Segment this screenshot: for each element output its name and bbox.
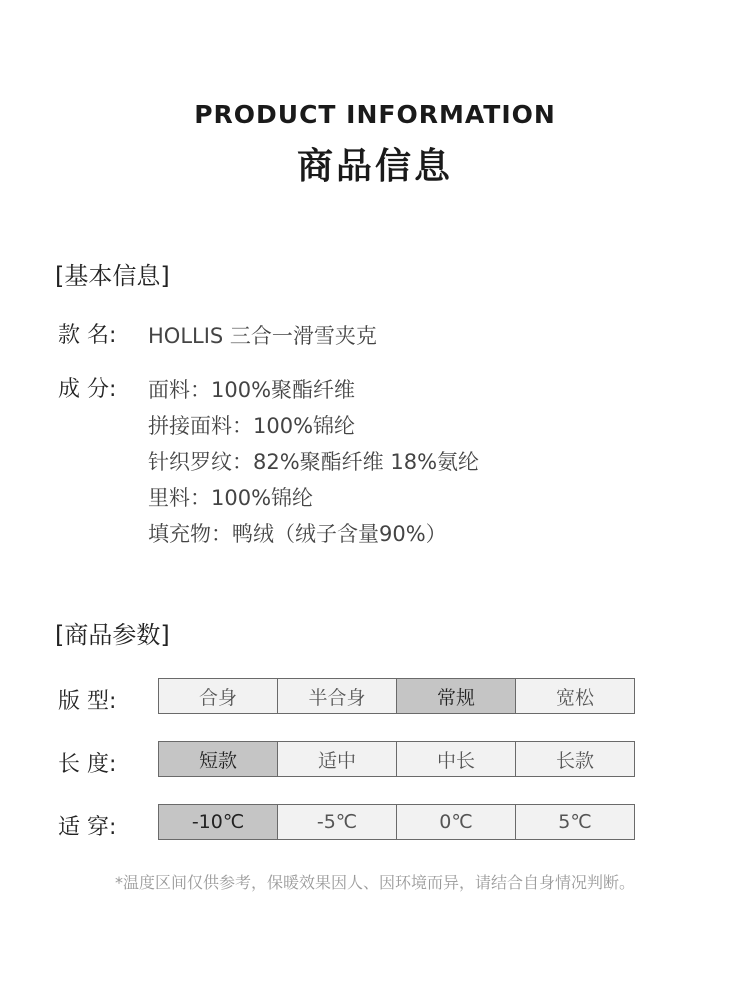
temperature-footnote: *温度区间仅供参考，保暖效果因人、因环境而异，请结合自身情况判断。 (114, 873, 635, 892)
header-title-en: PRODUCT INFORMATION (194, 100, 556, 129)
composition-line: 里料：100%锦纶 (148, 486, 314, 510)
product-name-label: 款 名: (58, 323, 117, 348)
composition-line: 拼接面料：100%锦纶 (148, 414, 356, 438)
temperature-options (158, 804, 635, 842)
composition-label: 成 分: (58, 377, 117, 402)
fit-option: 合身 (158, 678, 277, 714)
temperature-option: -5℃ (277, 804, 396, 840)
fit-option: 半合身 (277, 678, 396, 714)
temperature-label: 适 穿: (58, 815, 117, 840)
product-name-value: HOLLIS 三合一滑雪夹克 (148, 324, 377, 348)
composition-line: 填充物：鸭绒（绒子含量90%） (148, 522, 447, 546)
temperature-option: 5℃ (515, 804, 635, 840)
composition-line: 面料：100%聚酯纤维 (148, 378, 356, 402)
params-section-title: [商品参数] (55, 621, 170, 649)
length-option: 短款 (158, 741, 277, 777)
length-options (158, 741, 635, 779)
fit-option: 宽松 (515, 678, 635, 714)
header-title-cn: 商品信息 (296, 146, 453, 187)
length-option: 中长 (396, 741, 515, 777)
temperature-option: 0℃ (396, 804, 515, 840)
length-label: 长 度: (58, 752, 117, 777)
composition-line: 针织罗纹：82%聚酯纤维 18%氨纶 (148, 450, 480, 474)
fit-label: 版 型: (58, 689, 117, 714)
temperature-option: -10℃ (158, 804, 277, 840)
length-option: 适中 (277, 741, 396, 777)
fit-option: 常规 (396, 678, 515, 714)
fit-options (158, 678, 635, 716)
basic-info-section-title: [基本信息] (55, 262, 170, 290)
length-option: 长款 (515, 741, 635, 777)
